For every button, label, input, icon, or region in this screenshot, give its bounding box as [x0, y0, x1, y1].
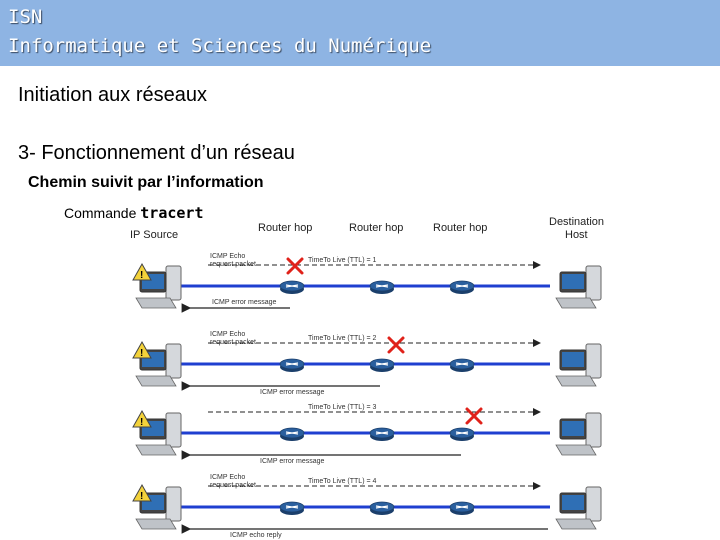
row-2: [133, 331, 601, 396]
echo-label-2: request packet: [210, 261, 256, 268]
router-icon-1: [280, 281, 304, 294]
pc-tower: [166, 487, 181, 521]
echo-label-2: request packet: [210, 482, 256, 489]
rows-layer: [133, 253, 601, 539]
router-icon-2: [370, 502, 394, 515]
warning-glyph: !: [140, 491, 144, 502]
header-router-3: Router hop: [433, 222, 488, 234]
ttl-expired-x-icon: [467, 409, 481, 423]
row-3: [133, 404, 601, 465]
pc-keyboard: [136, 519, 176, 529]
header-destination-2: Host: [565, 229, 588, 241]
warning-glyph: !: [140, 270, 144, 281]
destination-host-icon: [556, 413, 601, 455]
warning-glyph: !: [140, 348, 144, 359]
router-icon-3: [450, 428, 474, 441]
reply-label: ICMP error message: [260, 389, 325, 396]
header-ip-source: IP Source: [130, 229, 179, 241]
ttl-label: TimeTo Live (TTL) = 1: [308, 257, 377, 264]
title-line-2: Informatique et Sciences du Numérique: [8, 35, 432, 57]
pc-tower: [166, 413, 181, 447]
destination-host-icon: [556, 266, 601, 308]
echo-label-2: request packet: [210, 339, 256, 346]
pc-tower: [586, 266, 601, 300]
pc-screen: [562, 421, 584, 436]
destination-host-icon: [556, 344, 601, 386]
reply-label: ICMP error message: [212, 299, 277, 306]
pc-keyboard: [556, 376, 596, 386]
pc-keyboard: [136, 445, 176, 455]
row-4: [133, 474, 601, 539]
pc-tower: [166, 344, 181, 378]
echo-label-1: ICMP Echo: [210, 253, 246, 260]
router-icon-3: [450, 359, 474, 372]
pc-tower: [586, 344, 601, 378]
router-icon-3: [450, 281, 474, 294]
header-destination-1: Destination: [549, 216, 605, 228]
router-icon-1: [280, 428, 304, 441]
command-name: tracert: [140, 204, 204, 222]
pc-keyboard: [556, 445, 596, 455]
bullet-heading: Chemin suivit par l’information: [28, 174, 264, 191]
pc-keyboard: [556, 519, 596, 529]
pc-tower: [166, 266, 181, 300]
router-icon-2: [370, 281, 394, 294]
pc-keyboard: [136, 298, 176, 308]
echo-label-1: ICMP Echo: [210, 331, 246, 338]
pc-screen: [562, 495, 584, 510]
pc-keyboard: [556, 298, 596, 308]
section-heading: 3- Fonctionnement d’un réseau: [18, 142, 295, 164]
pc-tower: [586, 487, 601, 521]
ttl-label: TimeTo Live (TTL) = 2: [308, 335, 377, 342]
title-line-1: ISN: [8, 6, 43, 28]
router-icon-3: [450, 502, 474, 515]
pc-screen: [562, 274, 584, 289]
destination-host-icon: [556, 487, 601, 529]
command-prefix: Commande: [64, 205, 137, 221]
router-icon-1: [280, 359, 304, 372]
warning-glyph: !: [140, 417, 144, 428]
pc-tower: [586, 413, 601, 447]
pc-screen: [562, 352, 584, 367]
row-1: [133, 253, 601, 308]
header-router-2: Router hop: [349, 222, 404, 234]
ttl-expired-x-icon: [288, 259, 302, 273]
reply-label: ICMP error message: [260, 458, 325, 465]
slide-subtitle: Initiation aux réseaux: [18, 84, 208, 106]
ttl-label: TimeTo Live (TTL) = 3: [308, 404, 377, 411]
header-router-1: Router hop: [258, 222, 313, 234]
router-icon-1: [280, 502, 304, 515]
pc-keyboard: [136, 376, 176, 386]
router-icon-2: [370, 359, 394, 372]
ttl-label: TimeTo Live (TTL) = 4: [308, 478, 377, 485]
router-icon-2: [370, 428, 394, 441]
echo-label-1: ICMP Echo: [210, 474, 246, 481]
ttl-expired-x-icon: [389, 338, 403, 352]
reply-label: ICMP echo reply: [230, 532, 282, 539]
